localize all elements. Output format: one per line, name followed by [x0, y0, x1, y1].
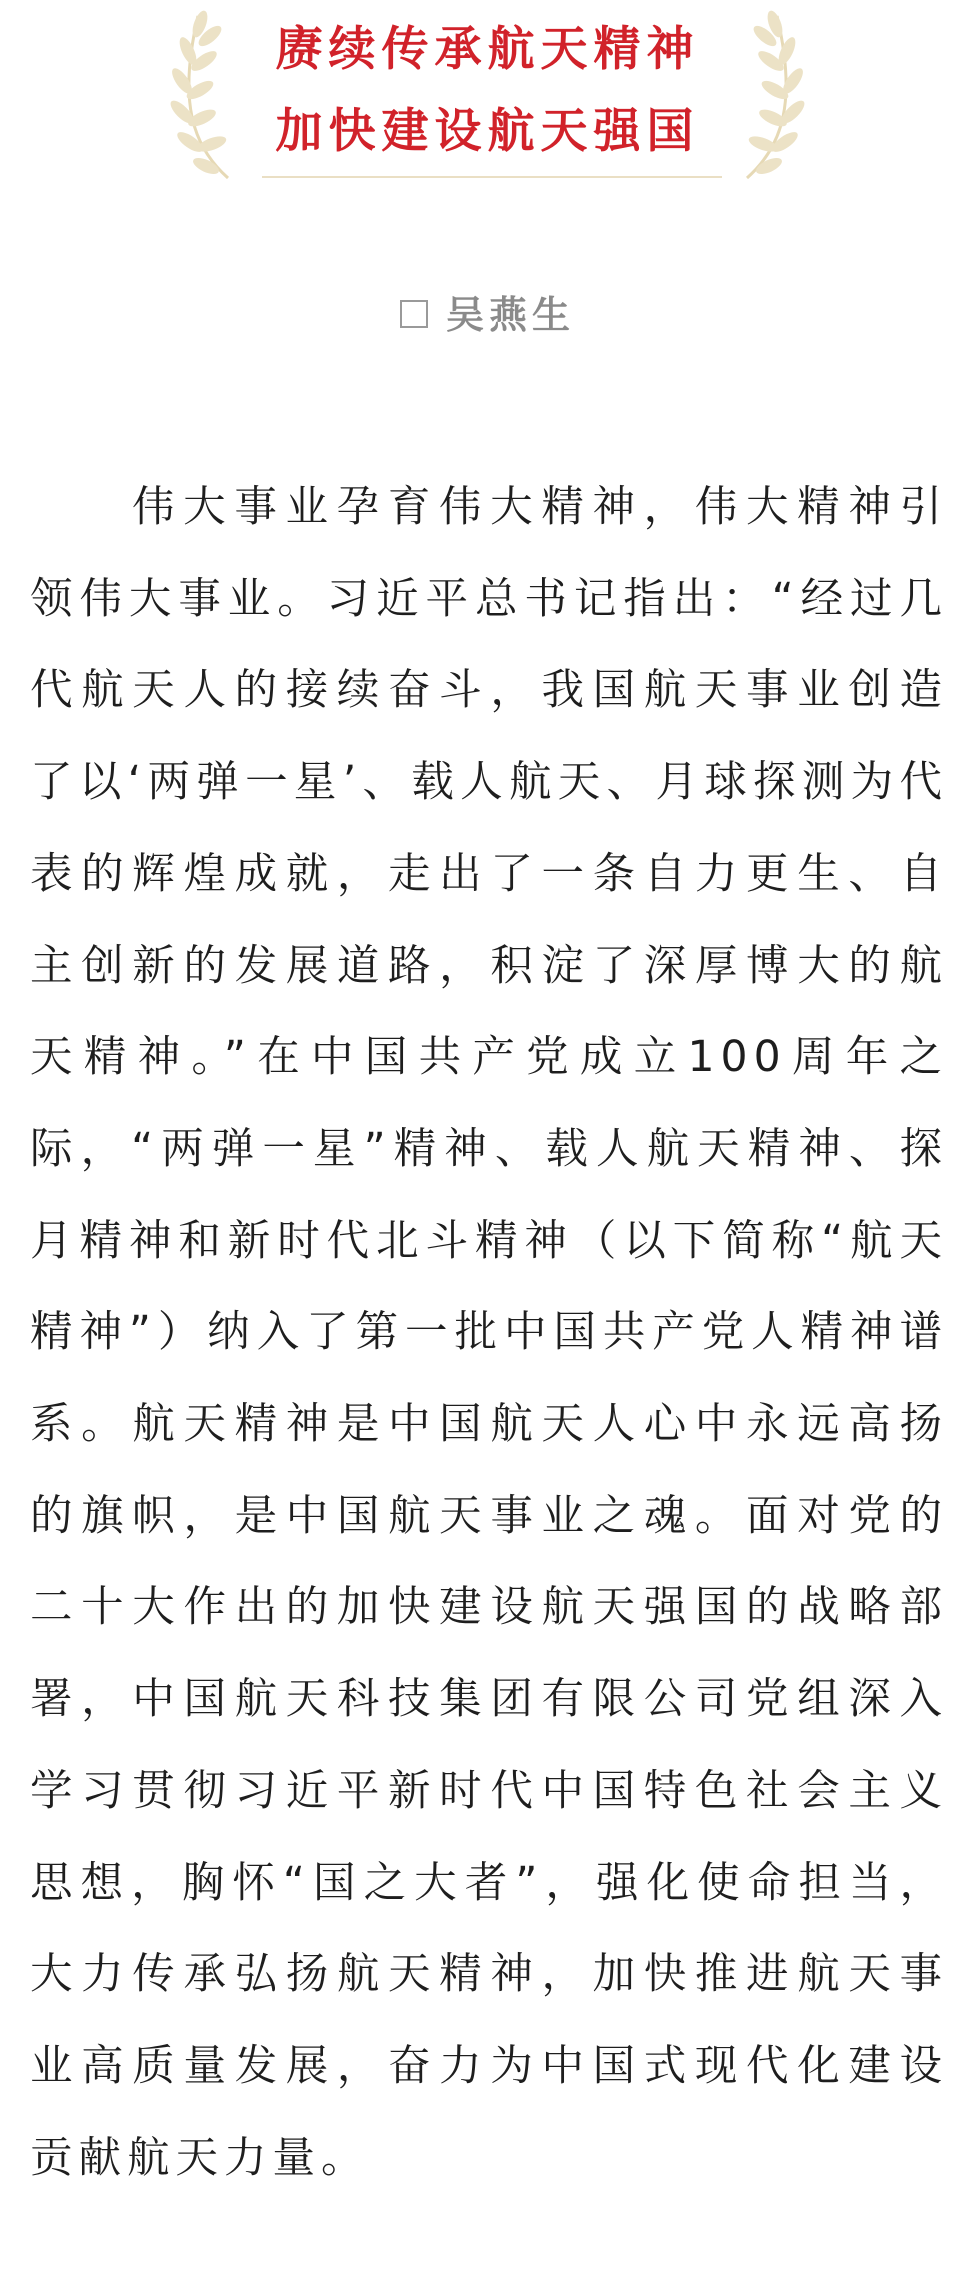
article-body-paragraph: 伟大事业孕育伟大精神，伟大精神引领伟大事业。习近平总书记指出：“经过几代航天人的接续奋斗，我国航天事业创造了以‘两弹一星’、载人航天、月球探测为代表的辉煌成就，走出了一条自力更生、自主创新的发展道路，积淀了深厚博大的航天精神。”在中国共产党成立100周年之际，“两弹一星”精神、载人航天精神、探月精神和新时代北斗精神（以下简称“航天精神”）纳入了第一批中国共产党人精神谱系。航天精神是中国航天人心中永远高扬的旗帜，是中国航天事业之魂。面对党的二十大作出的加快建设航天强国的战略部署，中国航天科技集团有限公司党组深入学习贯彻习近平新时代中国特色社会主义思想，胸怀“国之大者”，强化使命担当，大力传承弘扬航天精神，加快推进航天事业高质量发展，奋力为中国式现代化建设贡献航天力量。 [30, 483, 948, 2183]
author-name: 吴燕生 [445, 293, 575, 337]
title-underline [262, 176, 722, 178]
article-title-line-1: 赓续传承航天精神 [275, 22, 700, 77]
square-outline-icon [400, 300, 428, 328]
article-title-line-2: 加快建设航天强国 [275, 104, 700, 159]
article-header [0, 0, 975, 200]
author-byline [0, 285, 975, 345]
